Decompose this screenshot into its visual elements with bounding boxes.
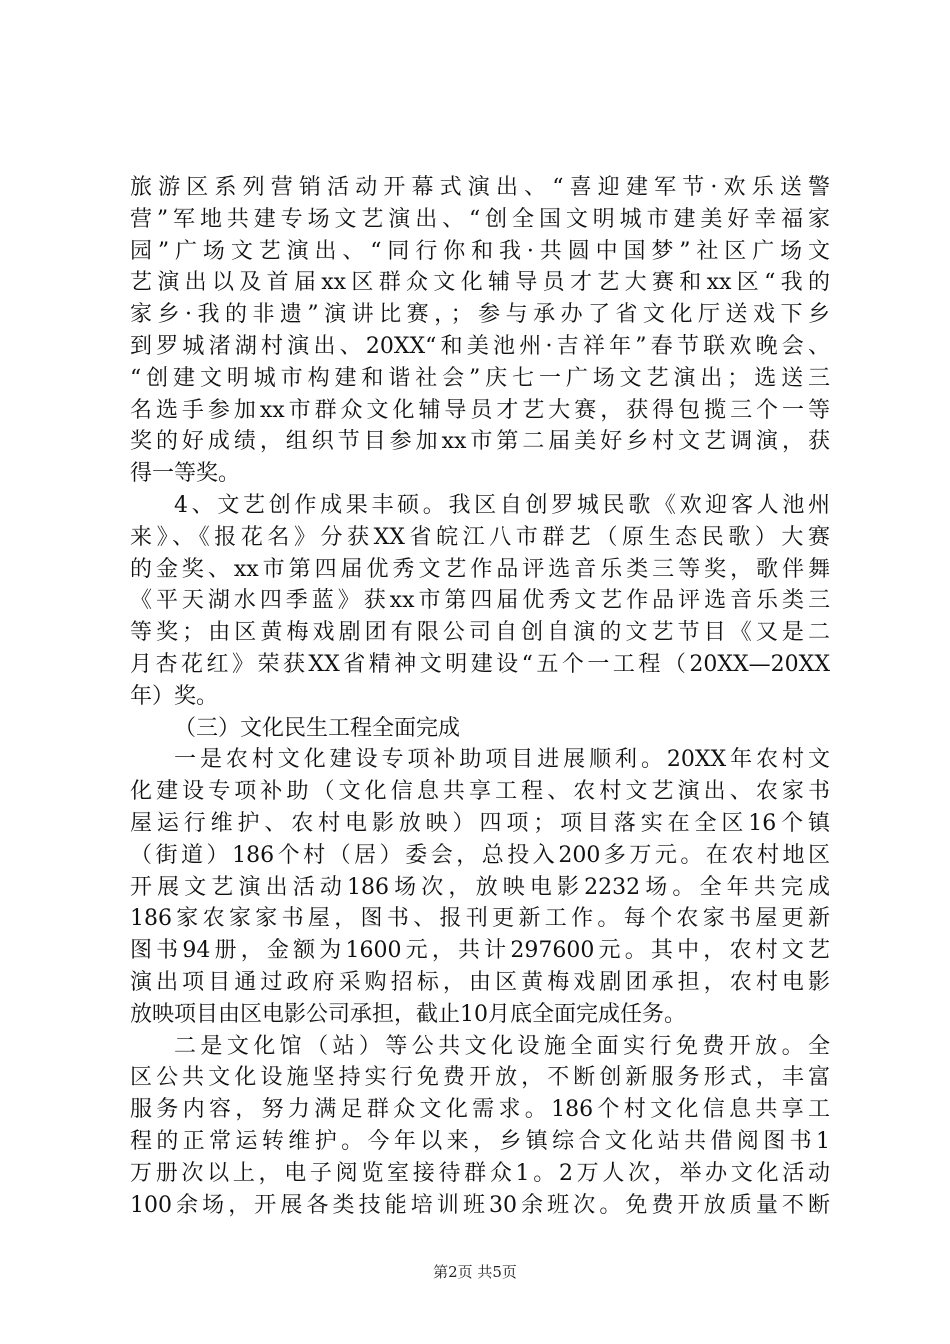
text-line: 来》、《报花名》分获XX省皖江八市群艺（原生态民歌）大赛: [130, 524, 830, 550]
text-line: 艺演出以及首届xx区群众文化辅导员才艺大赛和xx区“我的: [130, 270, 830, 296]
text-line: （三）文化民生工程全面完成: [174, 715, 461, 741]
text-line: 名选手参加xx市群众文化辅导员才艺大赛，获得包揽三个一等: [130, 397, 830, 423]
text-line: 营”军地共建专场文艺演出、“创全国文明城市建美好幸福家: [130, 206, 830, 232]
text-line: 月杏花红》荣获XX省精神文明建设“五个一工程（20XX—20XX: [130, 651, 830, 677]
text-line: 放映项目由区电影公司承担，截止10月底全面完成任务。: [130, 1001, 686, 1027]
text-line: 得一等奖。: [130, 461, 241, 487]
text-line: 家乡·我的非遗”演讲比赛，；参与承办了省文化厅送戏下乡: [130, 302, 830, 328]
text-line: 屋运行维护、农村电影放映）四项；项目落实在全区16个镇: [130, 810, 830, 836]
text-line: 化建设专项补助（文化信息共享工程、农村文艺演出、农家书: [130, 779, 830, 805]
text-line: 演出项目通过政府采购招标，由区黄梅戏剧团承担，农村电影: [130, 969, 830, 995]
text-line: 的金奖、xx市第四届优秀文艺作品评选音乐类三等奖，歌伴舞: [130, 556, 830, 582]
text-line: 图书94册，金额为1600元，共计297600元。其中，农村文艺: [130, 938, 830, 964]
text-line: 开展文艺演出活动186场次，放映电影2232场。全年共完成: [130, 874, 830, 900]
text-line: 一是农村文化建设专项补助项目进展顺利。20XX年农村文: [174, 747, 830, 773]
text-line: 等奖；由区黄梅戏剧团有限公司自创自演的文艺节目《又是二: [130, 620, 830, 646]
text-line: 186家农家家书屋，图书、报刊更新工作。每个农家书屋更新: [130, 906, 830, 932]
text-line: 服务内容，努力满足群众文化需求。186个村文化信息共享工: [130, 1097, 830, 1123]
page-footer: 第2页 共5页: [433, 1263, 517, 1281]
text-line: 二是文化馆（站）等公共文化设施全面实行免费开放。全: [174, 1033, 830, 1059]
text-line: 万册次以上，电子阅览室接待群众1。2万人次，举办文化活动: [130, 1160, 830, 1186]
text-line: 旅游区系列营销活动开幕式演出、“喜迎建军节·欢乐送警: [130, 175, 830, 200]
document-body: [130, 172, 830, 1221]
text-line: 100余场，开展各类技能培训班30余班次。免费开放质量不断: [130, 1192, 830, 1218]
text-line: 年）奖。: [130, 683, 219, 709]
text-line: 4、文艺创作成果丰硕。我区自创罗城民歌《欢迎客人池州: [174, 492, 830, 518]
text-line: “创建文明城市构建和谐社会”庆七一广场文艺演出；选送三: [130, 365, 830, 391]
text-line: 区公共文化设施坚持实行免费开放，不断创新服务形式，丰富: [130, 1065, 830, 1091]
text-line: 到罗城渚湖村演出、20XX“和美池州·吉祥年”春节联欢晚会、: [130, 333, 830, 359]
text-line: 《平天湖水四季蓝》获xx市第四届优秀文艺作品评选音乐类三: [130, 588, 830, 614]
text-line: （街道）186个村（居）委会，总投入200多万元。在农村地区: [130, 842, 830, 868]
text-line: 奖的好成绩，组织节目参加xx市第二届美好乡村文艺调演，获: [130, 429, 830, 455]
text-line: 园”广场文艺演出、“同行你和我·共圆中国梦”社区广场文: [130, 238, 830, 264]
text-line: 程的正常运转维护。今年以来，乡镇综合文化站共借阅图书1: [130, 1128, 830, 1154]
